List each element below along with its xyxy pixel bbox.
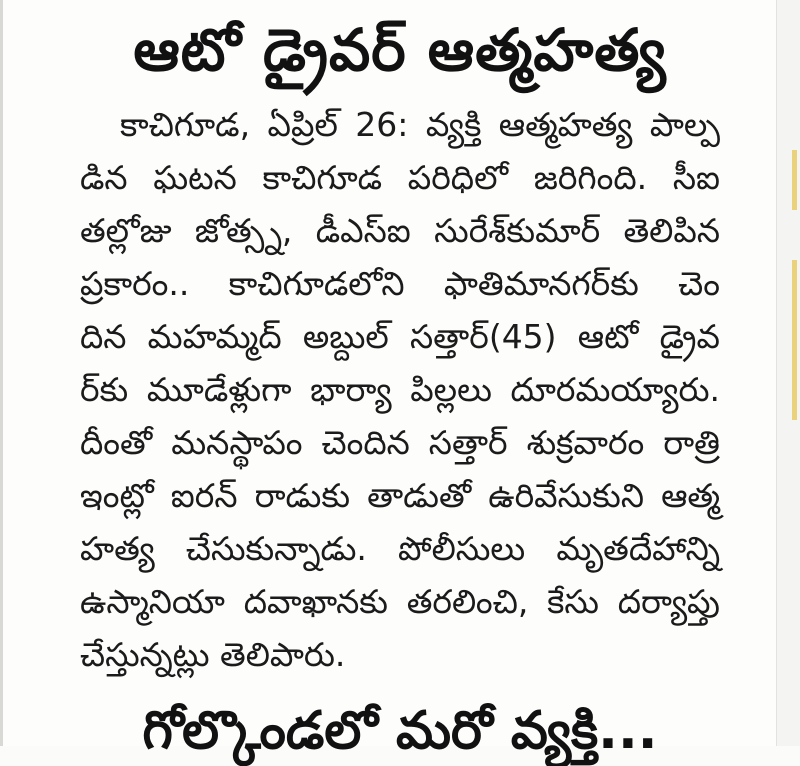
adjacent-column-color-mark	[792, 150, 797, 210]
next-article-headline: గోల్కొండలో మరో వ్యక్తి...	[142, 701, 658, 761]
article-body-line: తల్లోజు జోత్స్న, డీఎస్ఐ సురేశ్‌కుమార్ తెలిపిన	[80, 211, 720, 250]
article-body-line: దీంతో మనస్థాపం చెందిన సత్తార్ శుక్రవారం రాత్రి	[80, 423, 720, 462]
column-rule	[0, 0, 3, 746]
article-body-line: డిన ఘటన కాచిగూడ పరిధిలో జరిగింది. సీఐ	[80, 158, 720, 197]
article-body-line: హత్య చేసుకున్నాడు. పోలీసులు మృతదేహాన్ని	[80, 529, 720, 568]
article-body	[80, 98, 720, 681]
article-body-line: దిన మహమ్మద్ అబ్దుల్ సత్తార్(45) ఆటో డ్రైవ	[80, 317, 720, 356]
article-body-line: ర్‌కు మూడేళ్లుగా భార్యా పిల్లలు దూరమయ్యారు.	[80, 370, 720, 409]
article-body-line: కాచిగూడ, ఏప్రిల్ 26: వ్యక్తి ఆత్మహత్య పాల్ప	[120, 105, 720, 144]
adjacent-column-color-mark	[792, 260, 797, 420]
article-body-line: చేస్తున్నట్లు తెలిపారు.	[80, 635, 346, 674]
article-body-line: ఉస్మానియా దవాఖానకు తరలించి, కేసు దర్యాప్తు	[80, 582, 720, 621]
article-body-line: ప్రకారం.. కాచిగూడలోని ఫాతిమానగర్‌కు చెం	[80, 264, 720, 303]
article-body-line: ఇంట్లో ఐరన్ రాడుకు తాడుతో ఉరివేసుకుని ఆత్మ	[80, 476, 720, 515]
article-headline: ఆటో డ్రైవర్ ఆత్మహత్య	[133, 16, 667, 84]
